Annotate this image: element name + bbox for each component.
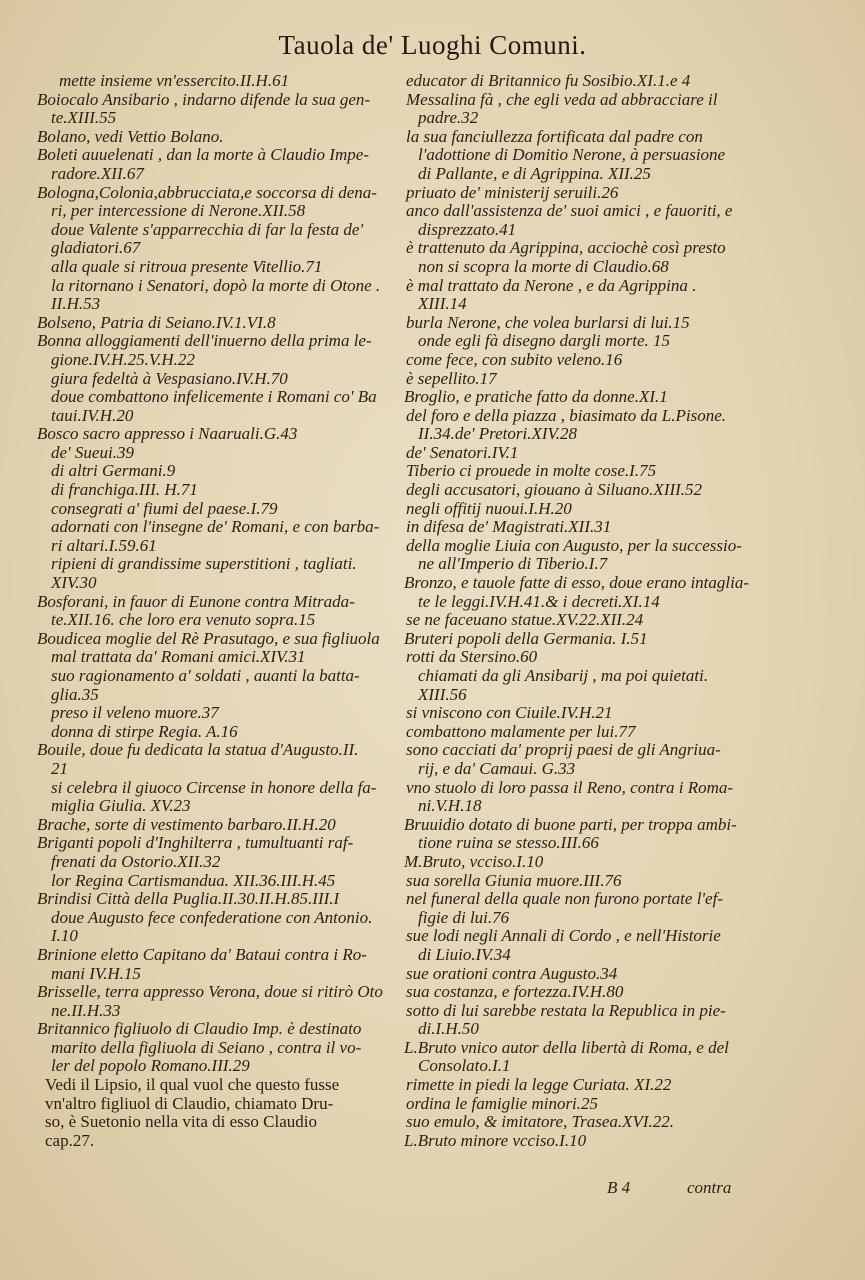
index-line: L.Bruto vnico autor della libertà di Roma, e del [404,1037,729,1057]
index-line: tione ruina se stesso.III.66 [418,833,599,853]
index-line: te.XIII.55 [51,108,117,128]
index-line: Britannico figliuolo di Claudio Imp. è destinato [37,1019,362,1039]
index-line: donna di stirpe Regia. A.16 [51,721,238,741]
index-line: doue Augusto fece confederatione con Antonio. [51,907,373,927]
index-line: onde egli fà disegno dargli morte. 15 [418,331,670,351]
index-line: priuato de' ministerij seruili.26 [406,182,619,202]
index-line: combattono malamente per lui.77 [406,721,636,741]
index-line: ne.II.H.33 [51,1000,121,1020]
index-line: ordina le famiglie minori.25 [406,1093,599,1113]
index-line: Bruteri popoli della Germania. I.51 [404,628,648,648]
index-line: Messalina fà , che egli veda ad abbracciare il [406,89,718,109]
index-line: padre.32 [418,108,479,128]
index-line: educator di Britannico fu Sosibio.XI.1.e 4 [406,71,691,90]
index-line: rij, e da' Camaui. G.33 [418,758,576,778]
index-line: Broglio, e pratiche fatto da donne.XI.1 [404,387,668,407]
index-line: sue orationi contra Augusto.34 [406,963,618,983]
index-line: taui.IV.H.20 [51,405,134,425]
index-line: mal trattata da' Romani amici.XIV.31 [51,647,306,667]
index-line: mani IV.H.15 [51,963,141,983]
index-line: rimette in piedi la legge Curiata. XI.22 [406,1075,672,1095]
signature-mark: B 4 [607,1178,631,1197]
index-line: di franchiga.III. H.71 [51,480,198,500]
index-line: XIII.56 [418,684,467,704]
index-line: è trattenuto da Agrippina, acciochè così presto [406,238,726,258]
index-line: suo emulo, & imitatore, Trasea.XVI.22. [406,1112,675,1132]
index-line: I.10 [51,926,78,946]
left-column [37,72,397,1150]
index-line: radore.XII.67 [51,163,144,183]
index-line: suo ragionamento a' soldati , auanti la batta- [51,666,360,685]
index-line: Brindisi Città della Puglia.II.30.II.H.85.III.I [37,889,340,909]
index-line: L.Bruto minore vcciso.I.10 [404,1130,587,1150]
index-line: in difesa de' Magistrati.XII.31 [406,517,612,537]
index-line: M.Bruto, vcciso.I.10 [404,851,544,871]
index-line: te.XII.16. che loro era venuto sopra.15 [51,610,316,630]
index-line: ripieni di grandissime superstitioni , tagliati. [51,554,357,574]
index-line: è mal trattato da Nerone , e da Agrippina . [406,275,697,295]
index-line: frenati da Ostorio.XII.32 [51,851,221,871]
index-line: XIII.14 [418,294,467,314]
index-line: preso il veleno muore.37 [51,703,219,723]
index-line: negli offitij nuoui.I.H.20 [406,498,572,518]
page-footer [0,1178,865,1202]
index-line: giura fedeltà à Vespasiano.IV.H.70 [51,368,288,388]
index-line: ni.V.H.18 [418,796,482,816]
index-line: vn'altro figliuol di Claudio, chiamato Dru- [45,1093,334,1113]
index-line: marito della figliuola di Seiano , contra il vo- [51,1037,362,1057]
index-line: ri altari.I.59.61 [51,535,157,555]
index-line: Bouile, doue fu dedicata la statua d'Augusto.II. [37,740,359,760]
index-line: te le leggi.IV.H.41.& i decreti.XI.14 [418,591,660,611]
page-title: Tauola de' Luoghi Comuni. [278,30,587,60]
index-line: Bronzo, e tauole fatte di esso, doue erano intaglia- [404,573,749,593]
index-line: Boleti auuelenati , dan la morte à Claudio Impe- [37,145,369,165]
index-line: 21 [51,758,68,778]
index-line: come fece, con subito veleno.16 [406,349,623,369]
index-line: rotti da Stersino.60 [406,647,538,667]
index-line: si vniscono con Ciuile.IV.H.21 [406,703,613,723]
index-line: II.H.53 [51,294,101,314]
index-line: gione.IV.H.25.V.H.22 [51,349,195,369]
index-line: Briganti popoli d'Inghilterra , tumultuanti raf- [37,833,354,853]
index-line: sono cacciati da' proprij paesi de gli Angriua- [406,740,721,760]
index-line: sue lodi negli Annali di Cordo , e nell'Historie [406,926,721,946]
index-line: doue combattono infelicemente i Romani co' Ba [51,387,377,407]
right-column [404,72,844,1150]
index-line: so, è Suetonio nella vita di esso Claudio [45,1112,317,1132]
index-line: adornati con l'insegne de' Romani, e con barba- [51,517,380,537]
index-line: ri, per intercessione di Nerone.XII.58 [51,201,306,221]
index-line: ler del popolo Romano.III.29 [51,1056,250,1076]
index-line: Consolato.I.1 [418,1056,511,1076]
index-line: si celebra il giuoco Circense in honore della fa- [51,777,377,797]
index-line: gladiatori.67 [51,238,141,258]
index-line: lor Regina Cartismandua. XII.36.III.H.45 [51,870,336,890]
index-line: alla quale si ritroua presente Vitellio.71 [51,256,323,276]
index-line: anco dall'assistenza de' suoi amici , e fauoriti, e [406,201,733,221]
index-line: di altri Germani.9 [51,461,176,481]
index-line: de' Sueui.39 [51,442,134,462]
index-line: Vedi il Lipsio, il qual vuol che questo fusse [45,1075,340,1095]
index-line: figie di lui.76 [418,907,510,927]
index-line: non si scopra la morte di Claudio.68 [418,256,669,276]
index-line: Bolseno, Patria di Seiano.IV.1.VI.8 [37,312,276,332]
index-line: de' Senatori.IV.1 [406,442,519,462]
index-line: se ne faceuano statue.XV.22.XII.24 [406,610,644,630]
index-line: la ritornano i Senatori, dopò la morte di Otone . [51,275,381,295]
index-line: glia.35 [51,684,99,704]
index-line: di Liuio.IV.34 [418,944,511,964]
index-line: consegrati a' fiumi del paese.I.79 [51,498,278,518]
index-line: Bolano, vedi Vettio Bolano. [37,126,224,146]
index-line: Bruuidio dotato di buone parti, per troppa ambi- [404,814,737,834]
index-line: della moglie Liuia con Augusto, per la successio- [406,535,742,555]
index-line: Bonna alloggiamenti dell'inuerno della prima le- [37,331,372,351]
index-line: Boiocalo Ansibario , indarno difende la sua gen- [37,89,371,109]
index-line: nel funeral della quale non furono portate l'ef- [406,889,723,909]
index-line: l'adottione di Domitio Nerone, à persuasione [418,145,726,165]
catchword: contra [687,1178,732,1197]
index-line: miglia Giulia. XV.23 [51,796,191,816]
index-line: chiamati da gli Ansibarij , ma poi quietati. [418,666,709,685]
index-line: XIV.30 [51,573,97,593]
index-line: burla Nerone, che volea burlarsi di lui.15 [406,312,690,332]
index-line: degli accusatori, giouano à Siluano.XIII.52 [406,480,703,500]
index-line: Brinione eletto Capitano da' Bataui contra i Ro- [37,944,367,964]
index-line: la sua fanciullezza fortificata dal padre con [406,126,703,146]
index-line: è sepellito.17 [406,368,497,388]
index-line: Tiberio ci prouede in molte cose.I.75 [406,461,657,481]
index-line: ne all'Imperio di Tiberio.I.7 [418,554,608,574]
index-line: del foro e della piazza , biasimato da L.Pisone. [406,405,727,425]
index-line: doue Valente s'apparrecchia di far la festa de' [51,219,364,239]
index-line: Brisselle, terra appresso Verona, doue si ritirò Oto [37,982,383,1002]
index-line: II.34.de' Pretori.XIV.28 [418,424,577,444]
index-line: sotto di lui sarebbe restata la Republica in pie- [406,1000,726,1020]
index-line: di Pallante, e di Agrippina. XII.25 [418,163,651,183]
index-line: vno stuolo di loro passa il Reno, contra i Roma- [406,777,734,797]
index-line: disprezzato.41 [418,219,517,239]
index-line: di.I.H.50 [418,1019,479,1039]
index-line: mette insieme vn'essercito.II.H.61 [59,71,290,90]
index-line: cap.27. [45,1130,95,1150]
index-line: Bosforani, in fauor di Eunone contra Mitrada- [37,591,355,611]
index-line: Bologna,Colonia,abbrucciata,e soccorsa di dena- [37,182,377,202]
index-line: Bosco sacro appresso i Naaruali.G.43 [37,424,298,444]
index-line: Boudicea moglie del Rè Prasutago, e sua figliuola [37,628,380,648]
index-line: sua costanza, e fortezza.IV.H.80 [406,982,624,1002]
index-line: sua sorella Giunia muore.III.76 [406,870,622,890]
index-line: Brache, sorte di vestimento barbaro.II.H.20 [37,814,336,834]
